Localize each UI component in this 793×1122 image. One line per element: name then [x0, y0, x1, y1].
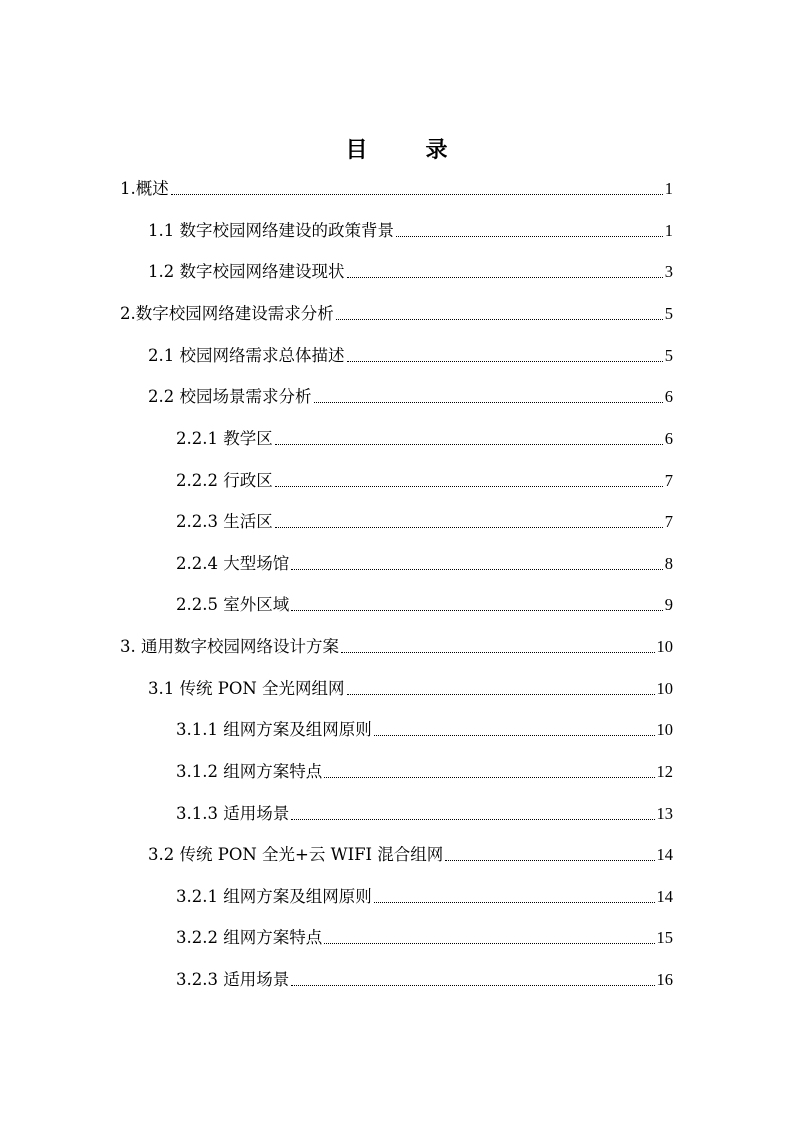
toc-entry-1-1[interactable]	[148, 216, 673, 242]
dot-leader	[347, 345, 663, 367]
toc-entry-2-2[interactable]	[148, 382, 673, 408]
toc-entry-2-2-2[interactable]	[176, 466, 673, 492]
toc-entry-label: 3.1.1 组网方案及组网原则	[176, 720, 372, 739]
toc-entry-page: 6	[664, 429, 673, 448]
dot-leader	[374, 719, 655, 741]
toc-entry-3-1-2[interactable]	[176, 757, 673, 783]
dot-leader	[374, 886, 655, 908]
toc-entry-2-2-5[interactable]	[176, 590, 673, 616]
toc-entry-2-2-1[interactable]	[176, 424, 673, 450]
toc-entry-page: 7	[664, 471, 673, 490]
page-title: 目 录	[345, 137, 466, 163]
toc-entry-page: 15	[656, 928, 673, 947]
toc-entry-page: 5	[664, 346, 673, 365]
toc-entry-label: 2.2.5 室外区域	[176, 595, 290, 614]
dot-leader	[324, 927, 654, 949]
toc-entry-page: 6	[664, 387, 673, 406]
toc-entry-3-1-1[interactable]	[176, 715, 673, 741]
toc-entry-page: 5	[664, 304, 673, 323]
toc-entry-3-1-3[interactable]	[176, 799, 673, 825]
toc-entry-label: 3. 通用数字校园网络设计方案	[120, 637, 339, 656]
dot-leader	[347, 678, 655, 700]
toc-entry-page: 10	[656, 720, 673, 739]
toc-entry-3-2-2[interactable]	[176, 923, 673, 949]
toc-entry-label: 2.1 校园网络需求总体描述	[148, 346, 345, 365]
toc-entry-page: 14	[656, 845, 673, 864]
toc-entry-label: 3.2.3 适用场景	[176, 970, 290, 989]
toc-entry-label: 1.1 数字校园网络建设的政策背景	[148, 221, 394, 240]
toc-entry-3-2[interactable]	[148, 840, 673, 866]
dot-leader	[445, 844, 654, 866]
toc-entry-page: 9	[664, 595, 673, 614]
toc-entry-page: 13	[656, 804, 673, 823]
toc-entry-3-1[interactable]	[148, 674, 673, 700]
dot-leader	[314, 386, 663, 408]
dot-leader	[275, 470, 663, 492]
toc-entry-3-2-3[interactable]	[176, 965, 673, 991]
toc-entry-page: 14	[656, 887, 673, 906]
toc-entry-page: 1	[664, 221, 673, 240]
toc-entry-page: 7	[664, 512, 673, 531]
toc-entry-label: 3.1.3 适用场景	[176, 804, 290, 823]
dot-leader	[275, 428, 663, 450]
toc-entry-label: 1.概述	[120, 179, 169, 198]
toc-entry-label: 2.2.1 教学区	[176, 429, 273, 448]
dot-leader	[291, 803, 654, 825]
toc-entry-label: 2.2.3 生活区	[176, 512, 273, 531]
toc-entry-2-1[interactable]	[148, 341, 673, 367]
toc-entry-page: 1	[664, 179, 673, 198]
toc-entry-2-2-4[interactable]	[176, 549, 673, 575]
toc-entry-page: 3	[664, 262, 673, 281]
toc-entry-page: 12	[656, 762, 673, 781]
dot-leader	[396, 220, 663, 242]
toc-entry-2[interactable]	[120, 299, 673, 325]
toc-entry-2-2-3[interactable]	[176, 507, 673, 533]
dot-leader	[291, 594, 663, 616]
toc-entry-label: 2.数字校园网络建设需求分析	[120, 304, 334, 323]
toc-entry-label: 1.2 数字校园网络建设现状	[148, 262, 345, 281]
dot-leader	[291, 553, 663, 575]
toc-entry-label: 3.2 传统 PON 全光+云 WIFI 混合组网	[148, 845, 444, 864]
dot-leader	[347, 261, 663, 283]
toc-entry-1[interactable]	[120, 174, 673, 200]
dot-leader	[171, 178, 663, 200]
toc-entry-label: 3.2.1 组网方案及组网原则	[176, 887, 372, 906]
toc-entry-label: 2.2 校园场景需求分析	[148, 387, 312, 406]
toc-entry-label: 3.1 传统 PON 全光网组网	[148, 679, 345, 698]
dot-leader	[336, 303, 663, 325]
dot-leader	[275, 511, 663, 533]
toc-entry-1-2[interactable]	[148, 257, 673, 283]
dot-leader	[324, 761, 654, 783]
toc-entry-page: 10	[656, 679, 673, 698]
toc-entry-label: 2.2.4 大型场馆	[176, 554, 290, 573]
toc-entry-page: 8	[664, 554, 673, 573]
toc-entry-page: 10	[656, 637, 673, 656]
toc-entry-3[interactable]	[120, 632, 673, 658]
toc-entry-label: 3.1.2 组网方案特点	[176, 762, 323, 781]
dot-leader	[341, 636, 655, 658]
dot-leader	[291, 969, 654, 991]
toc-entry-label: 2.2.2 行政区	[176, 471, 273, 490]
toc-entry-page: 16	[656, 970, 673, 989]
toc-entry-3-2-1[interactable]	[176, 882, 673, 908]
toc-entry-label: 3.2.2 组网方案特点	[176, 928, 323, 947]
